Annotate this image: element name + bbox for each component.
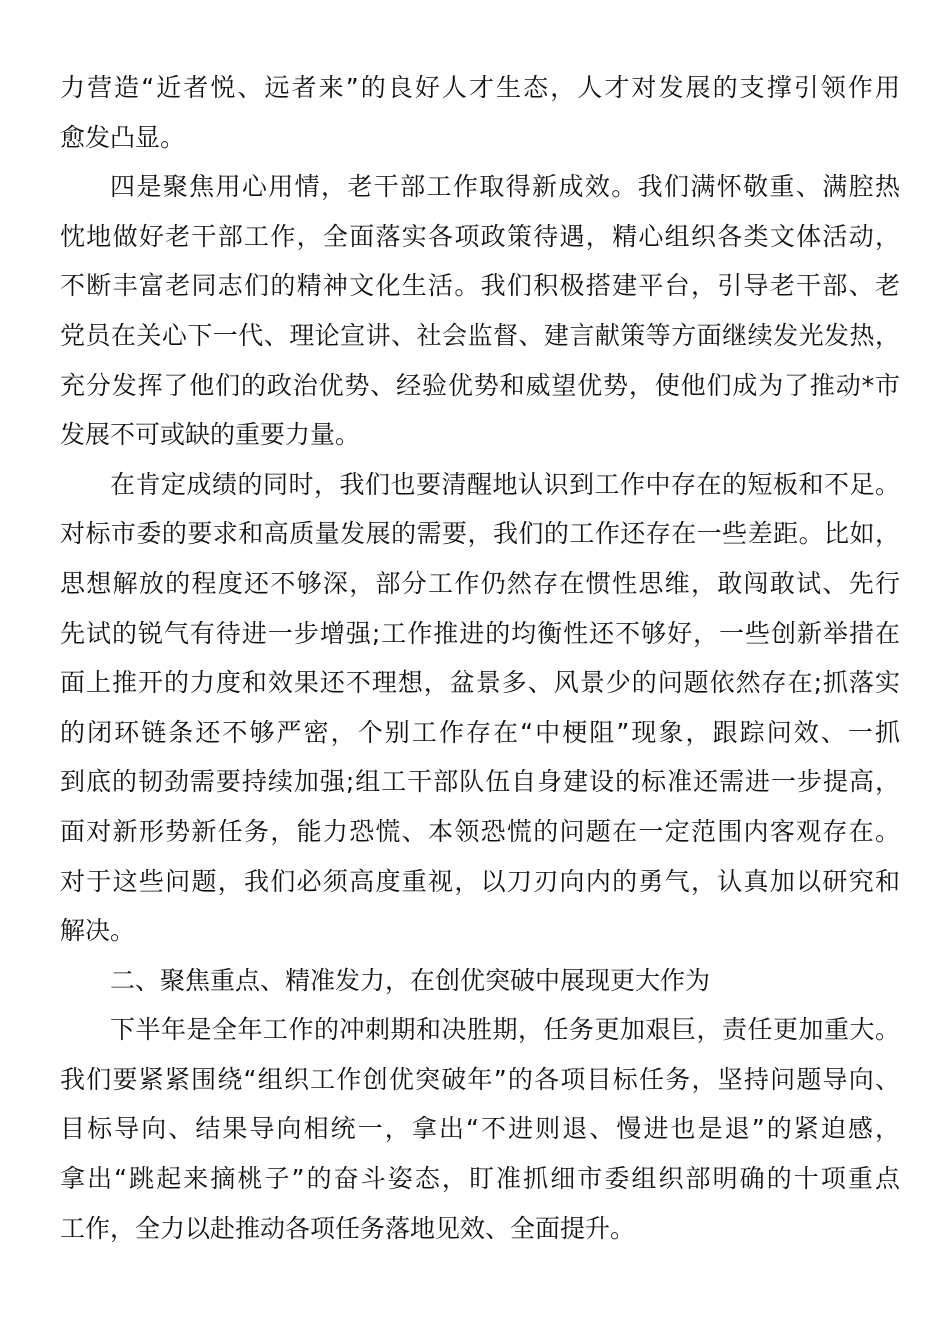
text-line: 不断丰富老同志们的精神文化生活。我们积极搭建平台，引导老干部、老 [60, 271, 900, 301]
text-line: 目标导向、结果导向相统一，拿出“不进则退、慢进也是退”的紧迫感， [60, 1114, 900, 1144]
text-line: 忱地做好老干部工作，全面落实各项政策待遇，精心组织各类文体活动， [60, 221, 900, 251]
text-line: 愈发凸显。 [60, 122, 186, 152]
text-line: 在肯定成绩的同时，我们也要清醒地认识到工作中存在的短板和不足。 [110, 469, 900, 499]
text-line: 到底的韧劲需要持续加强;组工干部队伍自身建设的标准还需进一步提高， [60, 767, 900, 797]
text-line: 的闭环链条还不够严密，个别工作存在“中梗阻”现象，跟踪问效、一抓 [60, 717, 900, 747]
section-heading [60, 956, 900, 1006]
paragraph-second-half-tasks [60, 1005, 900, 1253]
document-body [60, 63, 900, 1253]
text-line: 下半年是全年工作的冲刺期和决胜期，任务更加艰巨，责任更加重大。 [110, 1015, 900, 1045]
text-line: 我们要紧紧围绕“组织工作创优突破年”的各项目标任务，坚持问题导向、 [60, 1064, 900, 1094]
text-line: 力营造“近者悦、远者来”的良好人才生态，人才对发展的支撑引领作用 [60, 73, 900, 102]
section-heading-text: 二、聚焦重点、精准发力，在创优突破中展现更大作为 [110, 965, 711, 995]
text-line: 发展不可或缺的重要力量。 [60, 420, 361, 450]
text-line: 对于这些问题，我们必须高度重视，以刀刃向内的勇气，认真加以研究和 [60, 866, 900, 896]
text-line: 思想解放的程度还不够深，部分工作仍然存在惯性思维，敢闯敢试、先行 [60, 568, 900, 598]
text-line: 四是聚焦用心用情，老干部工作取得新成效。我们满怀敬重、满腔热 [110, 172, 900, 202]
paragraph-talent-ecology [60, 63, 900, 162]
text-line: 党员在关心下一代、理论宣讲、社会监督、建言献策等方面继续发光发热， [60, 320, 900, 350]
text-line: 工作，全力以赴推动各项任务落地见效、全面提升。 [60, 1213, 636, 1243]
text-line: 充分发挥了他们的政治优势、经验优势和威望优势，使他们成为了推动*市 [60, 370, 900, 400]
paragraph-veteran-cadres [60, 162, 900, 460]
text-line: 拿出“跳起来摘桃子”的奋斗姿态，盯准抓细市委组织部明确的十项重点 [60, 1164, 900, 1194]
text-line: 对标市委的要求和高质量发展的需要，我们的工作还存在一些差距。比如， [60, 519, 900, 549]
text-line: 面对新形势新任务，能力恐慌、本领恐慌的问题在一定范围内客观存在。 [60, 816, 900, 846]
paragraph-shortcomings [60, 460, 900, 956]
text-line: 面上推开的力度和效果还不理想，盆景多、风景少的问题依然存在;抓落实 [60, 668, 900, 698]
text-line: 先试的锐气有待进一步增强;工作推进的均衡性还不够好，一些创新举措在 [60, 618, 900, 648]
text-line: 解决。 [60, 916, 136, 946]
